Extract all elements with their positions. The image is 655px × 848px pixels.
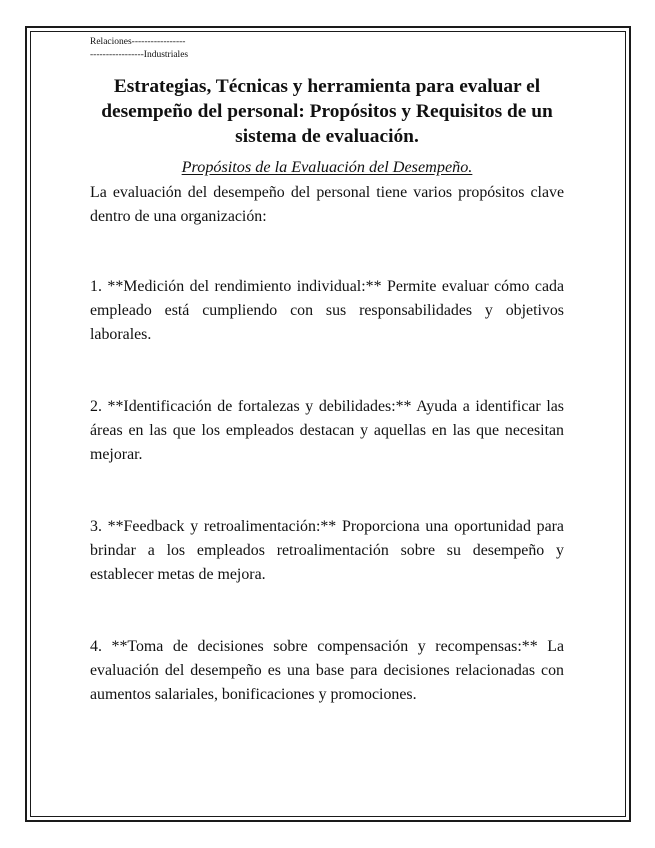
document-title: Estrategias, Técnicas y herramienta para evaluar el desempeño del personal: Propósitos y Requisitos de un sistema de evaluación. [101, 76, 553, 147]
list-item: 2. **Identificación de fortalezas y debilidades:** Ayuda a identificar las áreas en las que los empleados destacan y aquellas en las que necesitan mejorar. [90, 398, 564, 463]
section-subtitle: Propósitos de la Evaluación del Desempeño. [181, 158, 473, 176]
header-line-1: Relaciones----------------- [90, 37, 186, 47]
intro-paragraph: La evaluación del desempeño del personal tiene varios propósitos clave dentro de una organización: [90, 184, 564, 225]
header-line-2: -----------------Industriales [90, 50, 189, 60]
list-item: 3. **Feedback y retroalimentación:** Proporciona una oportunidad para brindar a los empleados retroalimentación sobre su desempeño y establecer metas de mejora. [90, 518, 564, 583]
document-body [90, 36, 564, 707]
list-item: 4. **Toma de decisiones sobre compensación y recompensas:** La evaluación del desempeño es una base para decisiones relacionadas con aumentos salariales, bonificaciones y promociones. [90, 638, 564, 703]
list-item: 1. **Medición del rendimiento individual:** Permite evaluar cómo cada empleado está cumpliendo con sus responsabilidades y objetivos laborales. [90, 278, 564, 343]
